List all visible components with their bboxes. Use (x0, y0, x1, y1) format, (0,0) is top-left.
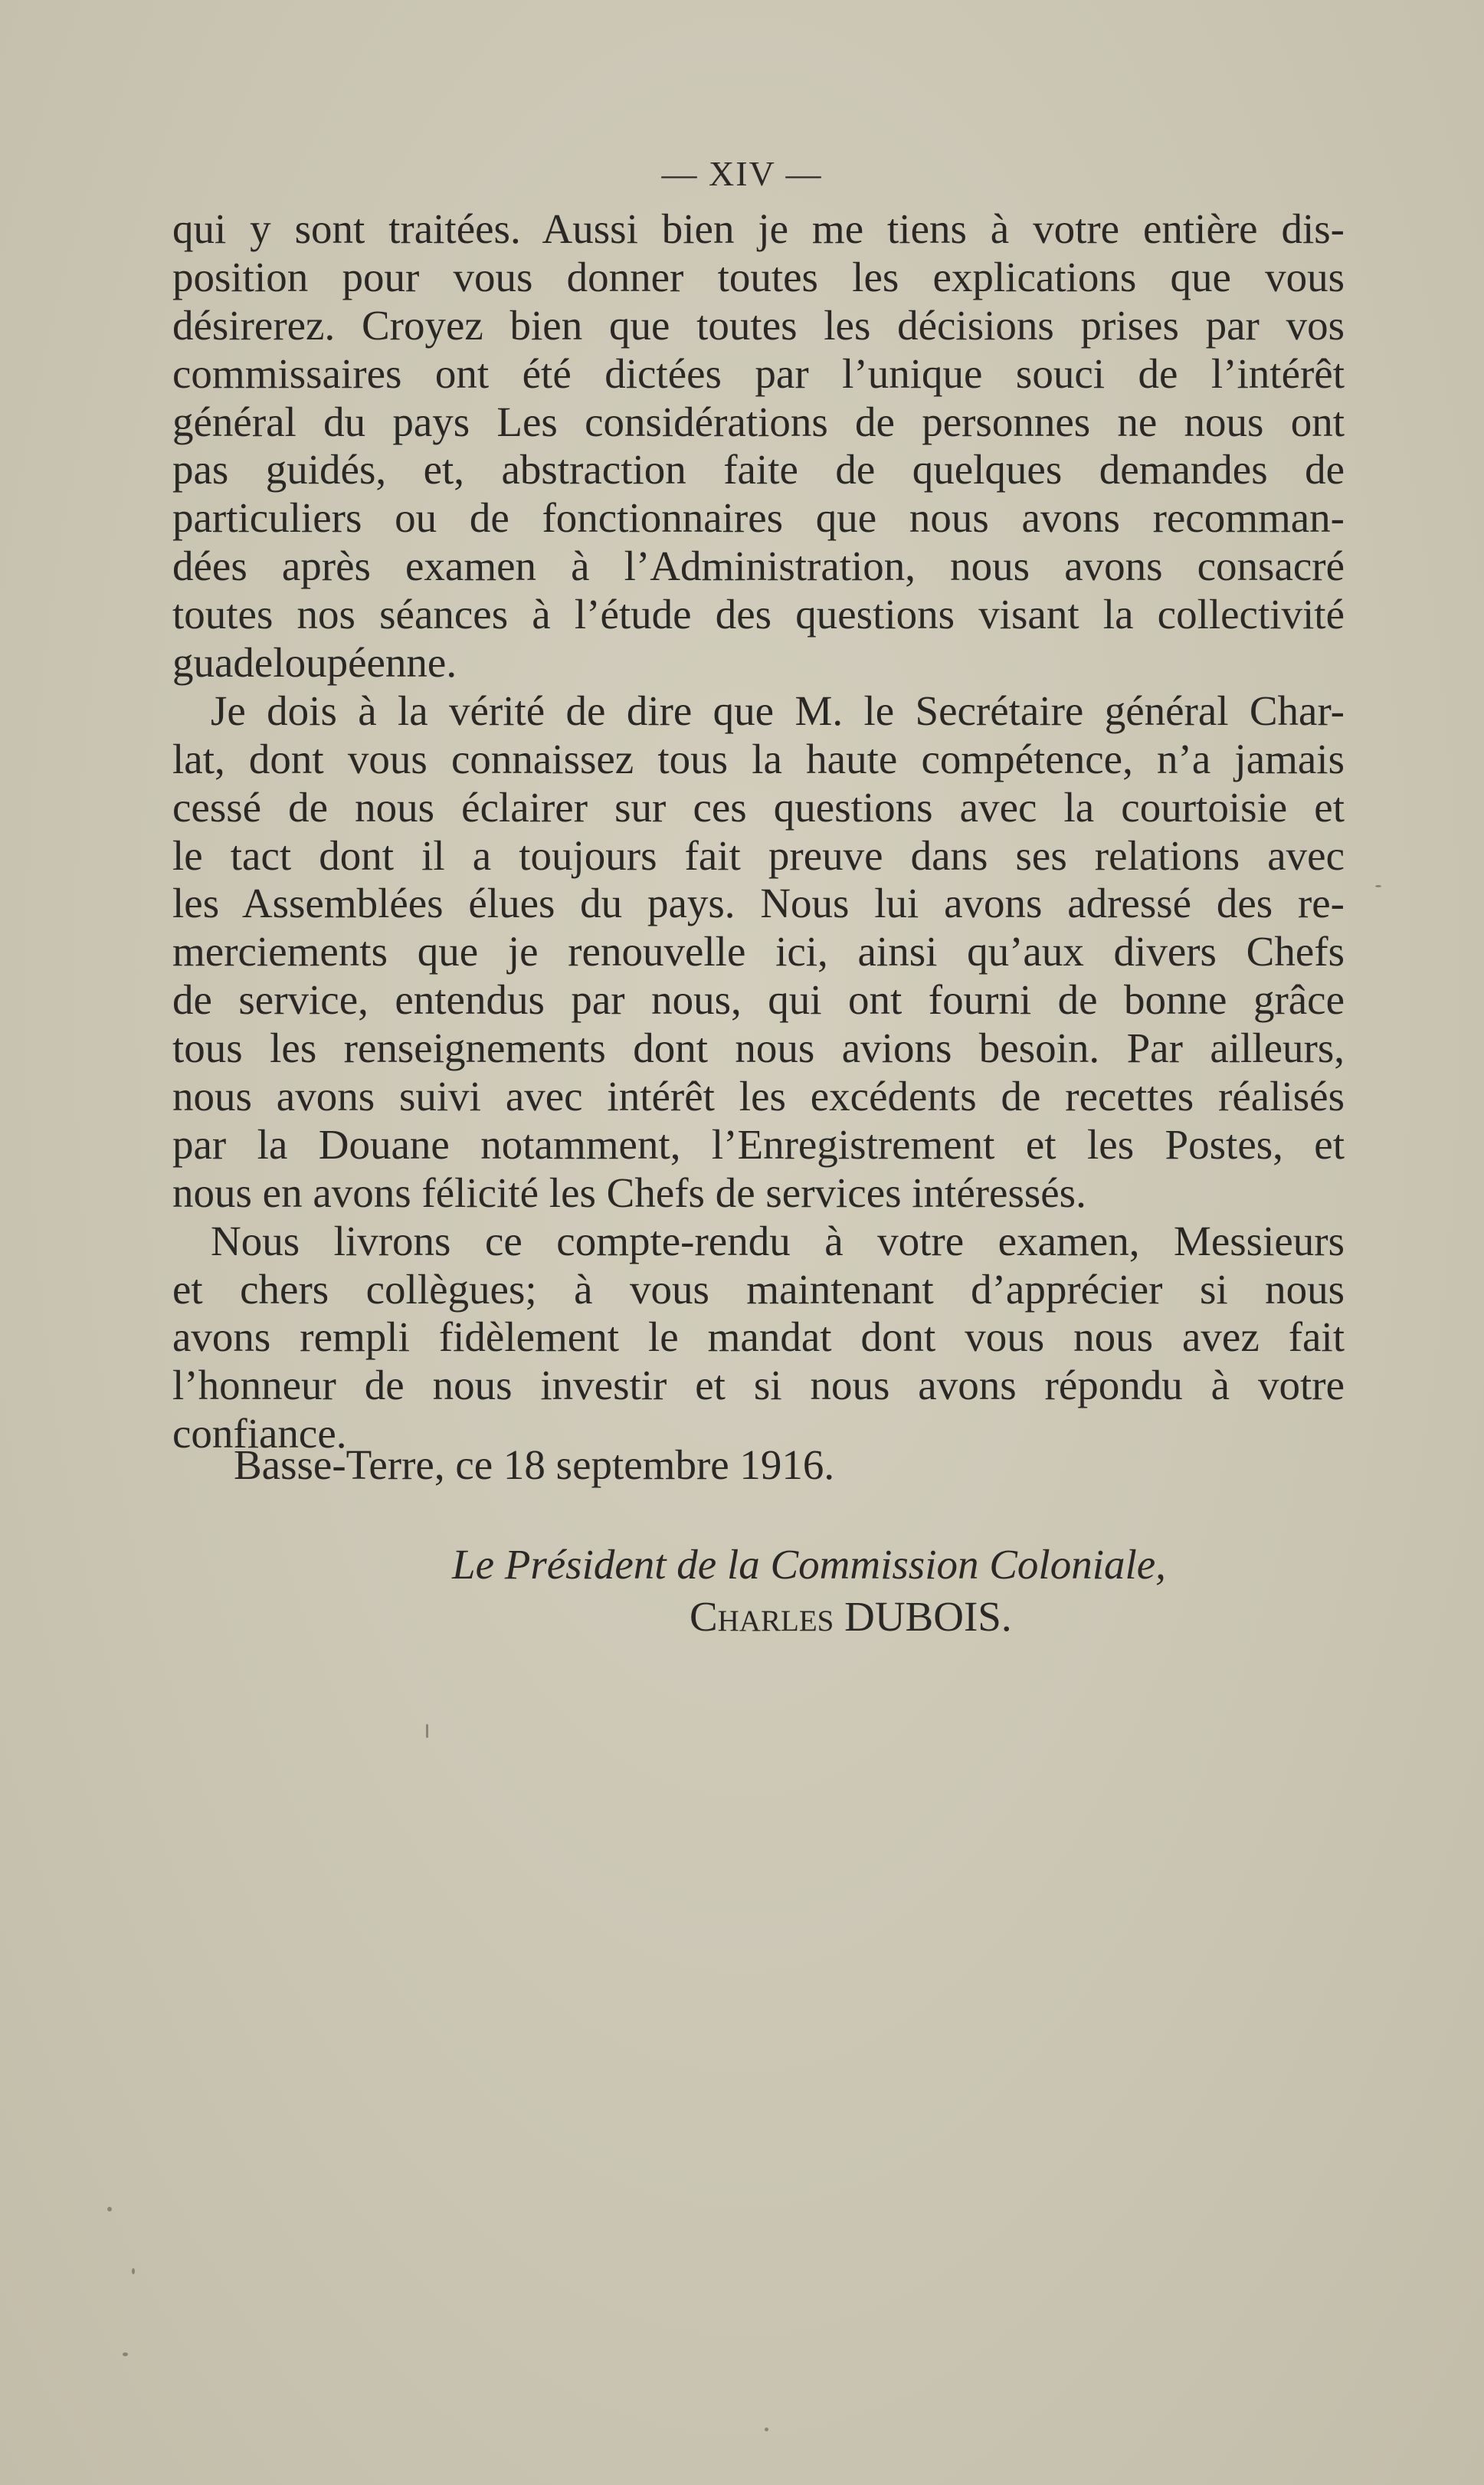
text-line: commissaires ont été dictées par l’unique souci de l’intérêt (172, 349, 1345, 397)
text-line: par la Douane notamment, l’Enregistrement et les Postes, et (172, 1120, 1345, 1168)
text-line: tous les renseignements dont nous avions besoin. Par ailleurs, (172, 1024, 1345, 1072)
text-line: avons rempli fidèlement le mandat dont vous nous avez fait (172, 1313, 1345, 1361)
paper-speck (132, 2268, 135, 2274)
text-line: guadeloupéenne. (172, 639, 457, 687)
text-line: Je dois à la vérité de dire que M. le Secrétaire général Char- (211, 687, 1345, 734)
signature-title: Le Président de la Commission Coloniale, (452, 1541, 1166, 1588)
text-line: de service, entendus par nous, qui ont fourni de bonne grâce (172, 976, 1345, 1024)
text-line: lat, dont vous connaissez tous la haute compétence, n’a jamais (172, 735, 1345, 782)
paper-speck (426, 1724, 428, 1738)
paper-speck (765, 2428, 768, 2431)
text-line: position pour vous donner toutes les explications que vous (172, 253, 1345, 300)
text-line: confiance. (172, 1410, 347, 1457)
text-line: le tact dont il a toujours fait preuve dans ses relations avec (172, 831, 1345, 879)
page-number: — XIV — (661, 154, 823, 193)
text-line: qui y sont traitées. Aussi bien je me tiens à votre entière dis- (172, 205, 1345, 252)
text-line: particuliers ou de fonctionnaires que nous avons recomman- (172, 494, 1345, 542)
text-line: les Assemblées élues du pays. Nous lui avons adressé des re- (172, 880, 1345, 927)
text-line: et chers collègues; à vous maintenant d’apprécier si nous (172, 1265, 1345, 1313)
text-line: général du pays Les considérations de personnes ne nous ont (172, 398, 1345, 445)
text-line: cessé de nous éclairer sur ces questions avec la courtoisie et (172, 783, 1345, 831)
text-line: nous avons suivi avec intérêt les excédents de recettes réalisés (172, 1073, 1345, 1120)
text-line: pas guidés, et, abstraction faite de quelques demandes de (172, 446, 1345, 493)
paper-speck (1375, 885, 1381, 887)
text-line: nous en avons félicité les Chefs de services intéressés. (172, 1169, 1086, 1216)
text-line: toutes nos séances à l’étude des questions visant la collectivité (172, 591, 1345, 638)
text-line: dées après examen à l’Administration, nous avons consacré (172, 543, 1345, 590)
text-line: désirerez. Croyez bien que toutes les décisions prises par vos (172, 301, 1345, 349)
signature-name: Charles DUBOIS. (690, 1593, 1012, 1640)
place-date: Basse-Terre, ce 18 septembre 1916. (234, 1441, 835, 1488)
text-line: Nous livrons ce compte-rendu à votre examen, Messieurs (211, 1217, 1345, 1264)
text-line: merciements que je renouvelle ici, ainsi qu’aux divers Chefs (172, 928, 1345, 975)
paper-speck (123, 2352, 128, 2356)
body-text (172, 205, 1345, 1458)
text-line: l’honneur de nous investir et si nous avons répondu à votre (172, 1362, 1345, 1409)
paper-speck (107, 2207, 112, 2211)
